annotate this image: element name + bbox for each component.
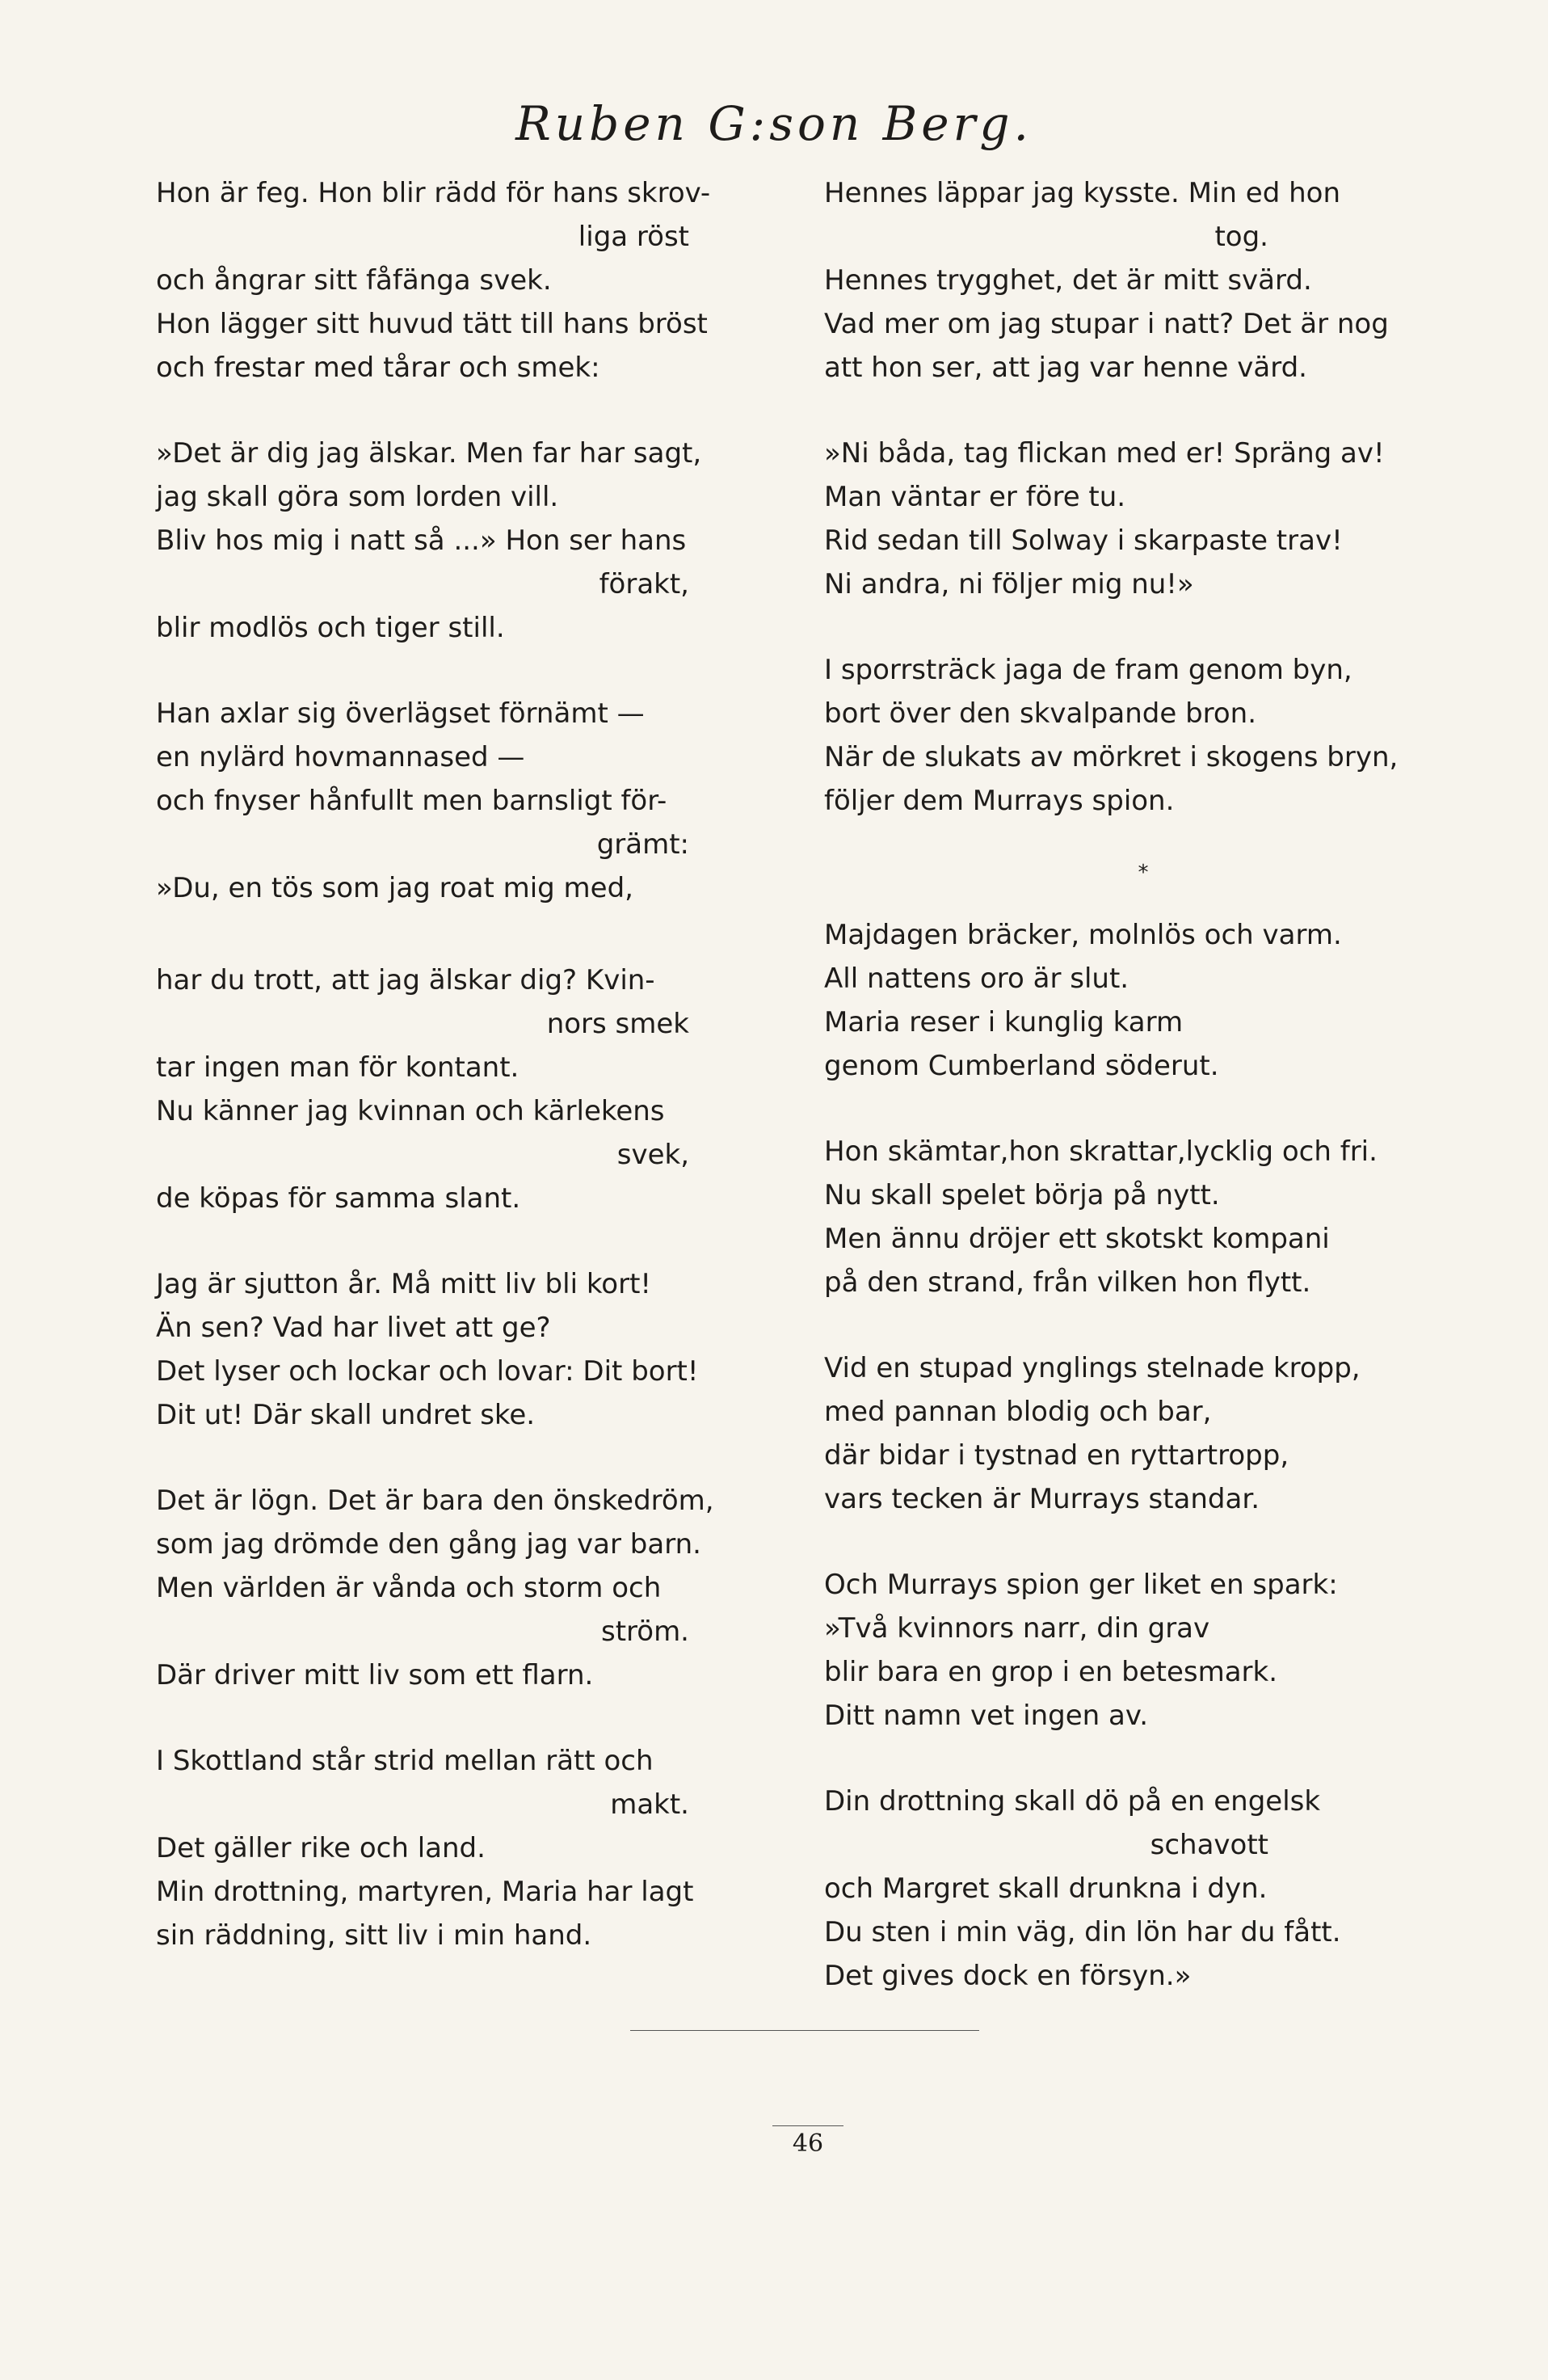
verse-line: Hennes läppar jag kysste. Min ed hon <box>824 177 1340 209</box>
stanza <box>156 432 786 650</box>
verse-line: Hon lägger sitt huvud tätt till hans bröst <box>156 308 708 340</box>
verse-line: Där driver mitt liv som ett flarn. <box>156 1659 594 1691</box>
verse-line: Ditt namn vet ingen av. <box>824 1700 1149 1732</box>
stanza <box>824 1346 1462 1521</box>
verse-line: All nattens oro är slut. <box>824 963 1129 995</box>
verse-line: Hennes trygghet, det är mitt svärd. <box>824 264 1312 297</box>
section-break-star: * <box>1138 861 1149 885</box>
verse-line: Din drottning skall dö på en engelsk <box>824 1785 1321 1818</box>
verse-line: »Det är dig jag älskar. Men far har sagt, <box>156 437 702 470</box>
stanza <box>824 913 1462 1088</box>
verse-line: I Skottland står strid mellan rätt och <box>156 1745 654 1777</box>
left-column <box>156 171 786 1999</box>
verse-line: Maria reser i kunglig karm <box>824 1006 1184 1038</box>
verse-line: Jag är sjutton år. Må mitt liv bli kort! <box>156 1268 652 1300</box>
stanza <box>156 1739 786 1957</box>
verse-line: Man väntar er före tu. <box>824 481 1126 513</box>
verse-line: där bidar i tystnad en ryttartropp, <box>824 1439 1289 1472</box>
verse-line: Bliv hos mig i natt så ...» Hon ser hans <box>156 524 687 557</box>
section-divider <box>630 2030 979 2031</box>
verse-line: en nylärd hovmannased — <box>156 741 525 773</box>
verse-line: »Du, en tös som jag roat mig med, <box>156 872 633 904</box>
verse-line: följer dem Murrays spion. <box>824 785 1175 817</box>
verse-line: När de slukats av mörkret i skogens bryn, <box>824 741 1399 773</box>
verse-line: att hon ser, att jag var henne värd. <box>824 352 1307 384</box>
verse-line: Än sen? Vad har livet att ge? <box>156 1312 551 1344</box>
verse-line-continuation: nors smek <box>546 1008 689 1040</box>
line-gap <box>156 910 786 958</box>
verse-line: och Margret skall drunkna i dyn. <box>824 1872 1268 1905</box>
stanza <box>824 171 1462 390</box>
verse-line: Majdagen bräcker, molnlös och varm. <box>824 919 1342 951</box>
verse-line: Du sten i min väg, din lön har du fått. <box>824 1916 1341 1948</box>
verse-line: som jag drömde den gång jag var barn. <box>156 1528 701 1561</box>
verse-line: Men ännu dröjer ett skotskt kompani <box>824 1223 1330 1255</box>
verse-line-continuation: liga röst <box>578 221 689 253</box>
stanza <box>156 1262 786 1437</box>
verse-line: bort över den skvalpande bron. <box>824 697 1257 730</box>
verse-line: Min drottning, martyren, Maria har lagt <box>156 1876 694 1908</box>
stanza <box>824 648 1462 823</box>
page-number-rule <box>772 2125 843 2126</box>
verse-line: och fnyser hånfullt men barnsligt för- <box>156 785 667 817</box>
verse-line-continuation: tog. <box>1214 221 1268 253</box>
stanza <box>156 692 786 1220</box>
verse-line: Men världen är vånda och storm och <box>156 1572 662 1604</box>
stanza <box>156 1479 786 1697</box>
verse-line: med pannan blodig och bar, <box>824 1396 1212 1428</box>
verse-line-continuation: förakt, <box>599 568 689 600</box>
verse-line: jag skall göra som lorden vill. <box>156 481 559 513</box>
verse-line: Dit ut! Där skall undret ske. <box>156 1399 536 1431</box>
verse-line: tar ingen man för kontant. <box>156 1051 520 1084</box>
verse-line-continuation: makt. <box>610 1788 689 1821</box>
verse-line: och frestar med tårar och smek: <box>156 352 600 384</box>
verse-line: Nu känner jag kvinnan och kärlekens <box>156 1095 665 1127</box>
verse-line-continuation: ström. <box>600 1615 689 1648</box>
verse-line: blir modlös och tiger still. <box>156 612 505 644</box>
verse-line: Han axlar sig överlägset förnämt — <box>156 697 645 730</box>
verse-line: Det gives dock en försyn.» <box>824 1960 1192 1992</box>
verse-line-continuation: schavott <box>1150 1829 1268 1861</box>
verse-line: Ni andra, ni följer mig nu!» <box>824 568 1194 600</box>
verse-line: »Ni båda, tag flickan med er! Spräng av! <box>824 437 1385 470</box>
right-column <box>824 171 1462 2040</box>
verse-line-continuation: svek, <box>616 1139 689 1171</box>
verse-line: Hon är feg. Hon blir rädd för hans skrov- <box>156 177 711 209</box>
author-heading: Ruben G:son Berg. <box>515 96 1033 151</box>
verse-line: Det lyser och lockar och lovar: Dit bort! <box>156 1355 699 1388</box>
stanza <box>824 1563 1462 1738</box>
verse-line: I sporrsträck jaga de fram genom byn, <box>824 654 1352 686</box>
verse-line: Det är lögn. Det är bara den önskedröm, <box>156 1485 714 1517</box>
verse-line: Vad mer om jag stupar i natt? Det är nog <box>824 308 1389 340</box>
verse-line: de köpas för samma slant. <box>156 1182 521 1215</box>
verse-line: Nu skall spelet börja på nytt. <box>824 1179 1220 1211</box>
verse-line: »Två kvinnors narr, din grav <box>824 1612 1210 1645</box>
verse-line: blir bara en grop i en betesmark. <box>824 1656 1277 1688</box>
verse-line: har du trott, att jag älskar dig? Kvin- <box>156 964 655 996</box>
verse-line: och ångrar sitt fåfänga svek. <box>156 264 552 297</box>
verse-line-continuation: grämt: <box>596 828 689 861</box>
verse-line: sin räddning, sitt liv i min hand. <box>156 1919 592 1952</box>
verse-line: Vid en stupad ynglings stelnade kropp, <box>824 1352 1361 1384</box>
verse-line: Det gäller rike och land. <box>156 1832 486 1864</box>
page-number: 46 <box>792 2129 824 2158</box>
stanza <box>824 1130 1462 1304</box>
verse-line: på den strand, från vilken hon flytt. <box>824 1266 1311 1299</box>
verse-line: Hon skämtar,hon skrattar,lycklig och fri. <box>824 1135 1378 1168</box>
verse-line: vars tecken är Murrays standar. <box>824 1483 1260 1515</box>
stanza <box>824 1780 1462 1998</box>
verse-line: Och Murrays spion ger liket en spark: <box>824 1569 1338 1601</box>
stanza <box>156 171 786 390</box>
stanza <box>824 432 1462 606</box>
verse-line: genom Cumberland söderut. <box>824 1050 1219 1082</box>
verse-line: Rid sedan till Solway i skarpaste trav! <box>824 524 1343 557</box>
